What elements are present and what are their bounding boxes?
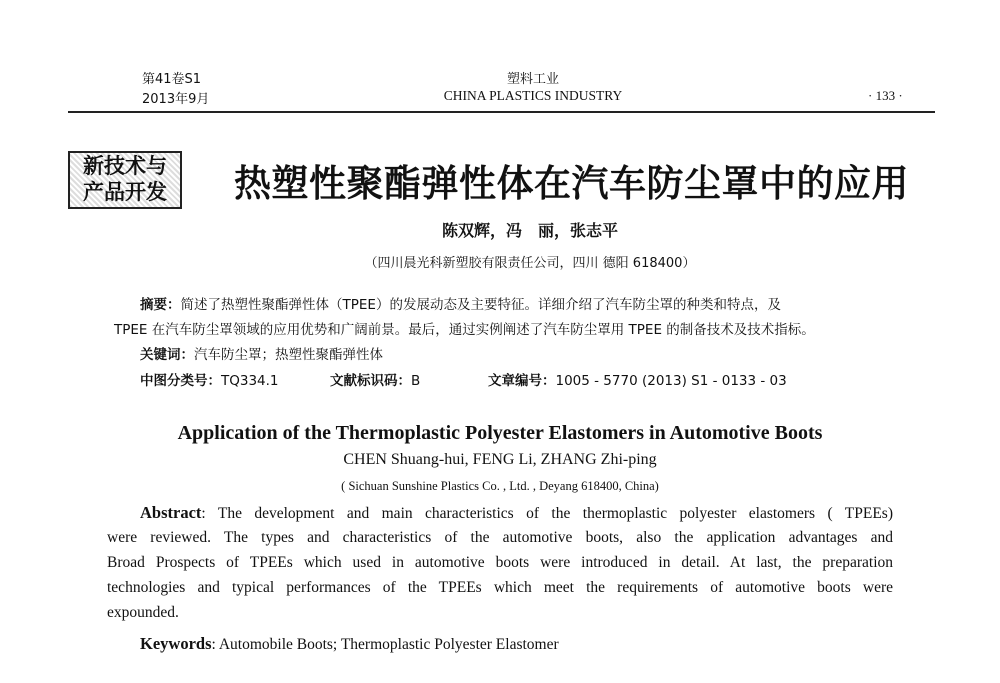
page-number: · 133 · [868,88,903,103]
badge-line: 产品开发 [83,180,167,204]
abstract-en-label: Abstract [140,503,202,522]
abstract-en-line: expounded. [107,604,179,621]
section-badge [68,151,182,209]
volume: 第41卷S1 [142,72,202,87]
affiliation-en: ( Sichuan Sunshine Plastics Co. , Ltd. , Deyang 618400, China) [341,479,659,493]
document-code [330,369,420,389]
abstract-cn-text: 简述了热塑性聚酯弹性体（TPEE）的发展动态及主要特征。详细介绍了汽车防尘罩的种类和特点，及 [180,297,781,313]
journal-name-en: CHINA PLASTICS INDUSTRY [443,88,623,103]
doc-label: 文献标识码： [330,373,411,389]
clc-number [140,369,279,389]
keywords-en-label: Keywords [140,634,212,653]
abstract-en-line: were reviewed. The types and characteristics of the automotive boots, also the application advantages and [107,529,893,546]
clc-value: TQ334.1 [221,373,279,389]
journal-name-cn: 塑料工业 [506,72,559,87]
keywords-cn [140,343,383,363]
header-rule [68,111,935,113]
article-label: 文章编号： [488,373,556,389]
abstract-en-line [140,503,893,523]
abstract-cn-label: 摘要： [140,297,181,313]
abstract-cn-line: TPEE 在汽车防尘罩领域的应用优势和广阔前景。最后，通过实例阐述了汽车防尘罩用 TPEE 的制备技术及技术指标。 [114,322,815,338]
keywords-en-value: : Automobile Boots; Thermoplastic Polyester Elastomer [211,636,559,653]
badge-line: 新技术与 [83,154,167,178]
keywords-cn-label: 关键词： [140,347,194,363]
affiliation-cn: （四川晨光科新塑胶有限责任公司，四川 德阳 618400） [364,256,696,271]
abstract-en-line: Broad Prospects of TPEEs which used in automotive boots were introduced in detail. At last, the preparation [107,554,893,571]
clc-label: 中图分类号： [140,373,221,389]
abstract-en-line: technologies and typical performances of the TPEEs which meet the requirements of automotive boots were [107,579,893,596]
article-number [488,369,787,389]
keywords-en [140,634,559,654]
abstract-en-text: : The development and main characteristics of the thermoplastic polyester elastomers ( TPEEs) [201,505,893,522]
article-value: 1005 - 5770 (2013) S1 - 0133 - 03 [555,373,787,389]
title-cn: 热塑性聚酯弹性体在汽车防尘罩中的应用 [234,161,909,205]
abstract-cn-line [140,293,781,313]
title-en: Application of the Thermoplastic Polyester Elastomers in Automotive Boots [177,422,823,444]
keywords-cn-value: 汽车防尘罩；热塑性聚酯弹性体 [194,347,383,363]
authors-cn: 陈双辉，冯 丽，张志平 [441,221,618,240]
authors-en: CHEN Shuang-hui, FENG Li, ZHANG Zhi-ping [343,451,657,468]
doc-value: B [411,373,421,389]
issue-date: 2013年9月 [142,92,210,107]
